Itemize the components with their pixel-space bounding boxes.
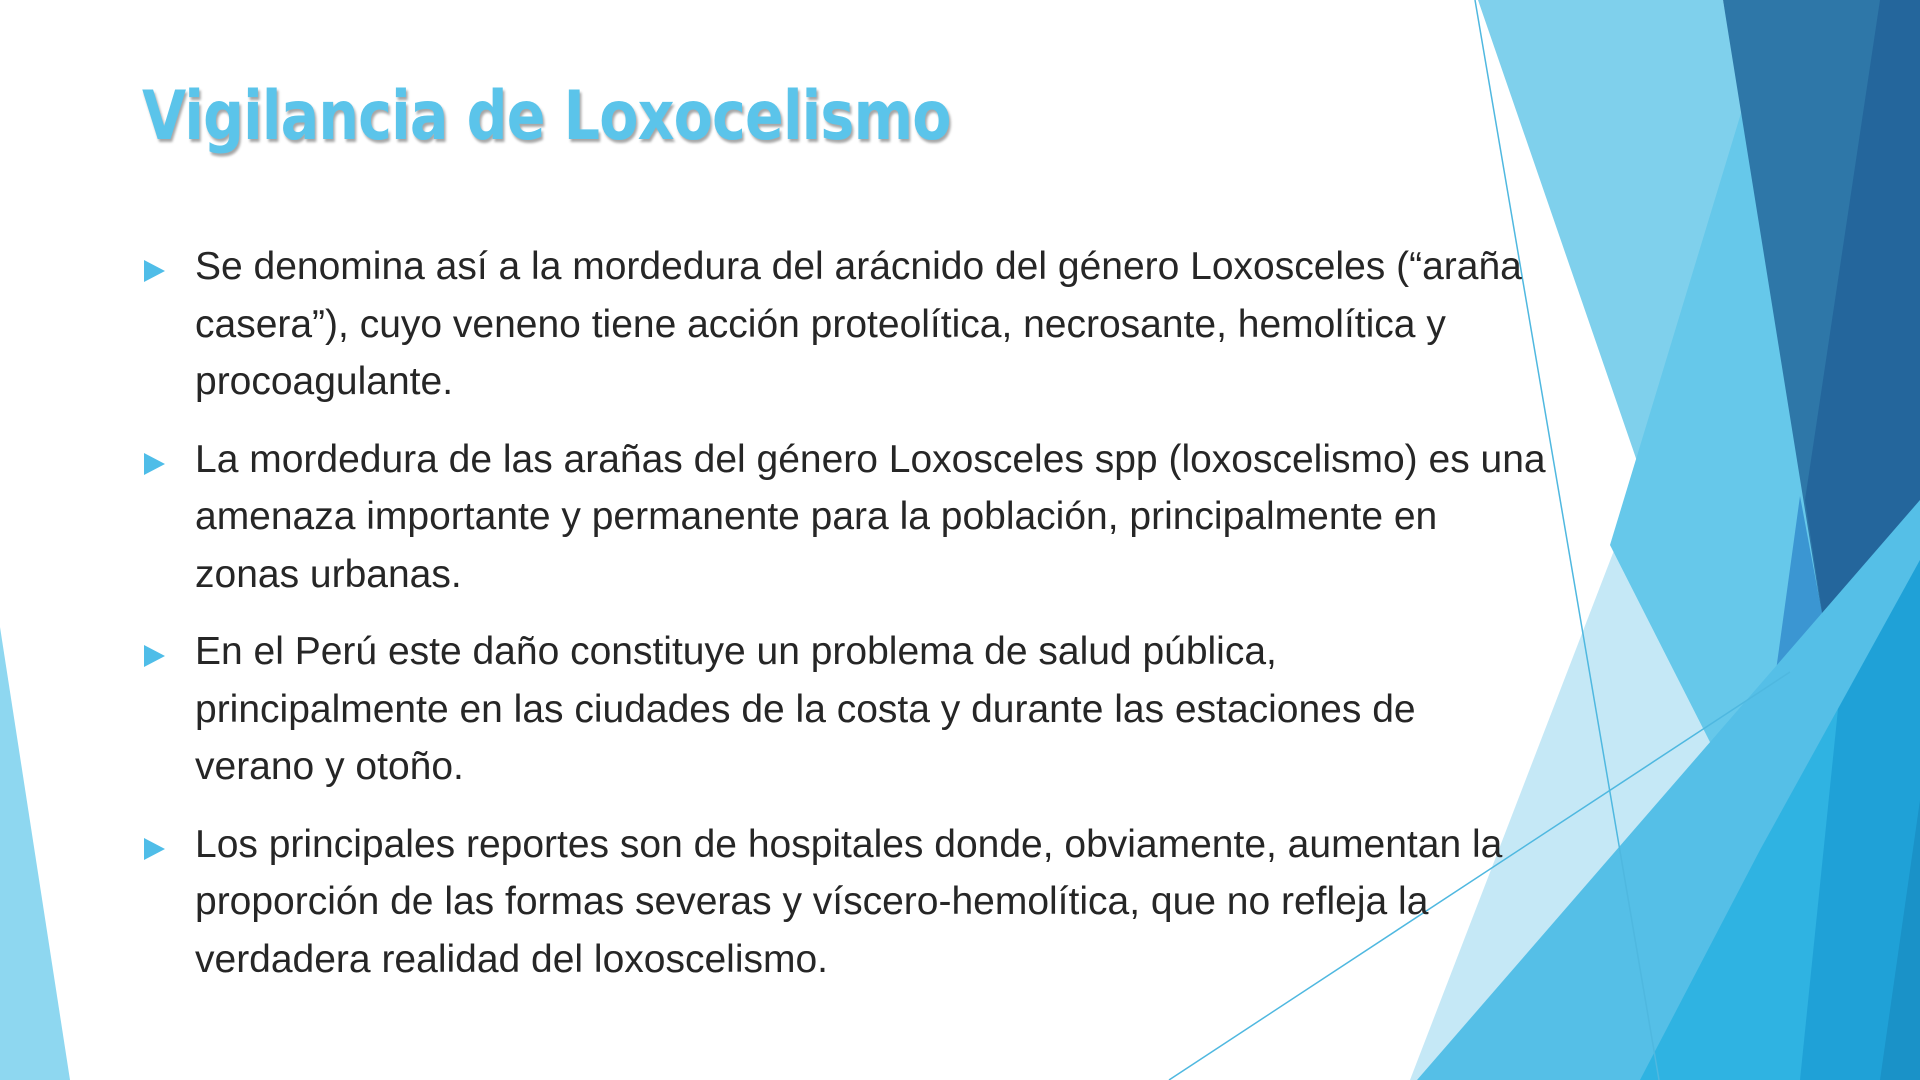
- bullet-item: [142, 816, 1682, 989]
- bullet-text-line: En el Perú este daño constituye un problema de salud pública,: [195, 630, 1277, 673]
- bullet-text-line: amenaza importante y permanente para la población, principalmente en: [195, 495, 1438, 538]
- bullet-text-line: Se denomina así a la mordedura del arácnido del género Loxosceles (“araña: [195, 245, 1522, 288]
- bullet-list: [142, 238, 1682, 1008]
- triangle-right-icon: [144, 838, 165, 860]
- bullet-text-line: casera”), cuyo veneno tiene acción proteolítica, necrosante, hemolítica y: [195, 302, 1446, 346]
- triangle-right-icon: [144, 645, 165, 667]
- triangle-right-icon: [144, 260, 165, 282]
- bullet-text-line: La mordedura de las arañas del género Loxosceles spp (loxoscelismo) es una: [195, 437, 1546, 481]
- bullet-text-line: proporción de las formas severas y víscero-hemolítica, que no refleja la: [195, 880, 1429, 923]
- bullet-text-line: verdadera realidad del loxoscelismo.: [195, 937, 829, 981]
- bullet-text-line: procoagulante.: [195, 360, 454, 403]
- slide-title: Vigilancia de Loxocelismo: [142, 77, 951, 156]
- left-facet-shape: [0, 627, 70, 1080]
- bullet-text-line: verano y otoño.: [195, 745, 464, 788]
- bullet-item: [142, 431, 1682, 604]
- bullet-item: [142, 238, 1682, 411]
- bullet-text-line: zonas urbanas.: [195, 552, 462, 596]
- bullet-text-line: principalmente en las ciudades de la costa y durante las estaciones de: [195, 687, 1416, 731]
- bullet-text-line: Los principales reportes son de hospitales donde, obviamente, aumentan la: [195, 822, 1503, 866]
- bullet-item: [142, 623, 1682, 796]
- triangle-right-icon: [144, 453, 165, 475]
